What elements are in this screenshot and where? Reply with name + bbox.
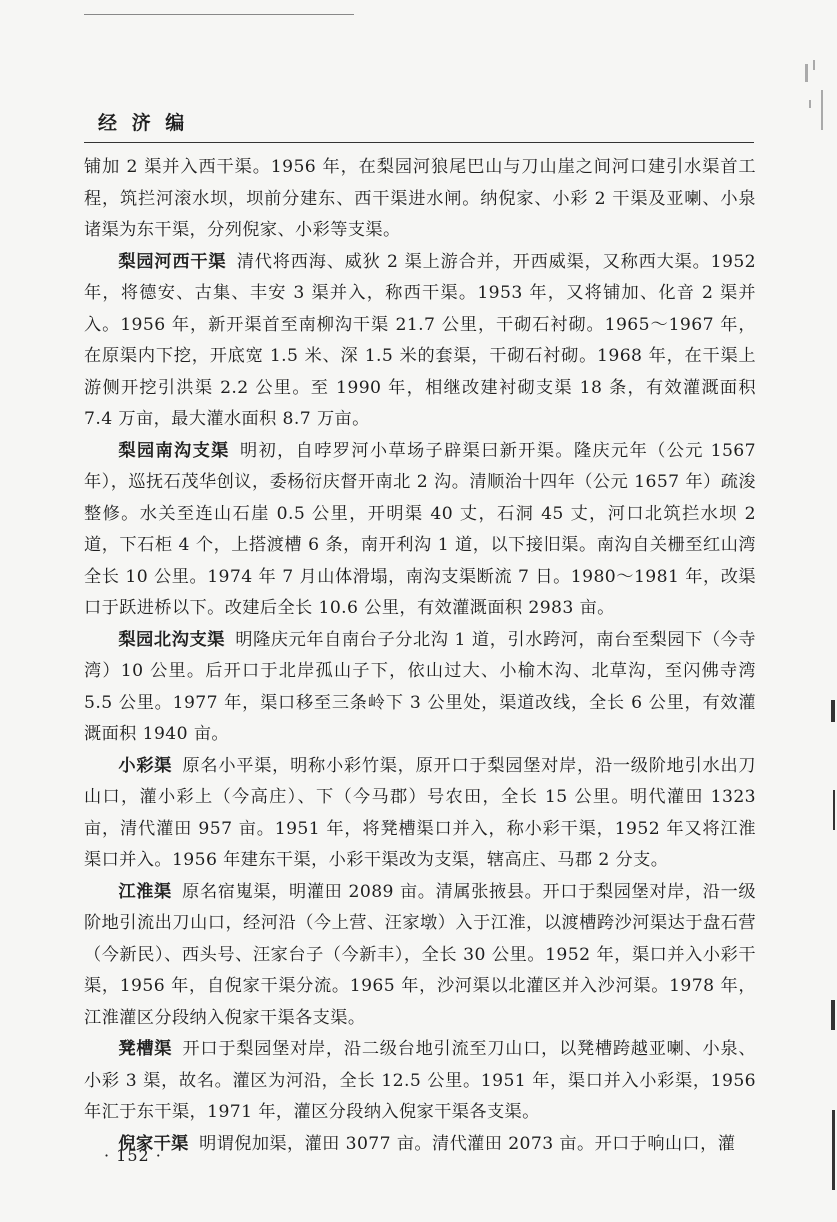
paragraph: [84, 1034, 756, 1129]
entry-term: 凳槽渠: [118, 1039, 173, 1059]
scan-edge-mark: [831, 700, 835, 722]
paragraph: [84, 152, 756, 247]
paragraph-text: 开口于梨园堡对岸，沿二级台地引流至刀山口，以凳槽跨越亚喇、小泉、小彩 3 渠，故名。灌区为河沿，全长 12.5 公里。1951 年，渠口并入小彩渠，1956 年汇于东干渠，1971 年，灌区分段纳入倪家干渠各支渠。: [84, 1039, 756, 1122]
entry-term: 小彩渠: [118, 755, 173, 776]
paragraph-text: 原名宿嵬渠，明灌田 2089 亩。清属张掖县。开口于梨园堡对岸，沿一级阶地引流出刀山口，经河沿（今上营、汪家墩）入于江淮，以渡槽跨沙河渠达于盘石营（今新民）、西头号、汪家台子（今新丰），全长 30 公里。1952 年，渠口并入小彩干渠，1956 年，自倪家干渠分流。1965 年，沙河渠以北灌区并入沙河渠。1978 年，江淮灌区分段纳入倪家干渠各支渠。: [84, 881, 756, 1028]
body-text: [84, 152, 756, 1160]
entry-term: 梨园北沟支渠: [118, 629, 225, 650]
paragraph-text: 原名小平渠，明称小彩竹渠，原开口于梨园堡对岸，沿一级阶地引水出刀山口，灌小彩上（今高庄）、下（今马郡）号农田，全长 15 公里。明代灌田 1323 亩，清代灌田 957 亩。1951 年，将凳槽渠口并入，称小彩干渠，1952 年又将江淮渠口并入。1956 年建东干渠，小彩干渠改为支渠，辖高庄、马郡 2 分支。: [84, 755, 756, 870]
scan-edge-mark: [833, 790, 835, 830]
entry-term: 梨园河西干渠: [118, 251, 227, 272]
entry-term: 倪家干渠: [118, 1133, 189, 1154]
paragraph: [84, 247, 756, 436]
paragraph-text: 明隆庆元年自南台子分北沟 1 道，引水跨河，南台至梨园下（今寺湾）10 公里。后开口于北岸孤山子下，依山过大、小榆木沟、北草沟，至闪佛寺湾 5.5 公里。1977 年，渠口移至三条岭下 3 公里处，渠道改线，全长 6 公里，有效灌溉面积 1940 亩。: [84, 629, 757, 744]
section-header: 经 济 编: [98, 112, 189, 134]
scan-top-rule: [84, 14, 354, 15]
paragraph-text: 铺加 2 渠并入西干渠。1956 年，在梨园河狼尾巴山与刀山崖之间河口建引水渠首工程，筑拦河滚水坝，坝前分建东、西干渠进水闸。纳倪家、小彩 2 干渠及亚喇、小泉诸渠为东干渠，分列倪家、小彩等支渠。: [84, 157, 756, 240]
paragraph-text: 明初，自哱罗河小草场子辟渠曰新开渠。隆庆元年（公元 1567 年），巡抚石茂华创议，委杨衍庆督开南北 2 沟。清顺治十四年（公元 1657 年）疏浚整修。水关至连山石崖 0.5 公里，开明渠 40 丈，石洞 45 丈，河口北筑拦水坝 2 道，下石柜 4 个，上搭渡槽 6 条，南开利沟 1 道，以下接旧渠。南沟自关栅至红山湾全长 10 公里。1974 年 7 月山体滑塌，南沟支渠断流 7 日。1980～1981 年，改渠口于跃进桥以下。改建后全长 10.6 公里，有效灌溉面积 2983 亩。: [84, 440, 756, 618]
paragraph: [84, 1129, 756, 1161]
scan-edge-mark: [832, 1110, 835, 1190]
scan-edge-mark: [831, 1000, 835, 1030]
paragraph-text: 明谓倪加渠，灌田 3077 亩。清代灌田 2073 亩。开口于响山口，灌: [199, 1133, 736, 1154]
page-number: · 152 ·: [104, 1146, 162, 1165]
paragraph: [84, 625, 756, 751]
header-rule: [84, 142, 754, 143]
scan-artifact: [803, 60, 829, 130]
paragraph: [84, 436, 756, 625]
paragraph: [84, 751, 756, 877]
paragraph-text: 清代将西海、威狄 2 渠上游合并，开西威渠，又称西大渠。1952 年，将德安、古集、丰安 3 渠并入，称西干渠。1953 年，又将铺加、化音 2 渠并入。1956 年，新开渠首至南柳沟干渠 21.7 公里，干砌石衬砌。1965～1967 年，在原渠内下挖，开底宽 1.5 米、深 1.5 米的套渠，干砌石衬砌。1968 年，在干渠上游侧开挖引洪渠 2.2 公里。至 1990 年，相继改建衬砌支渠 18 条，有效灌溉面积 7.4 万亩，最大灌水面积 8.7 万亩。: [84, 251, 756, 429]
entry-term: 江淮渠: [118, 881, 172, 902]
entry-term: 梨园南沟支渠: [118, 440, 230, 461]
paragraph: [84, 877, 756, 1035]
